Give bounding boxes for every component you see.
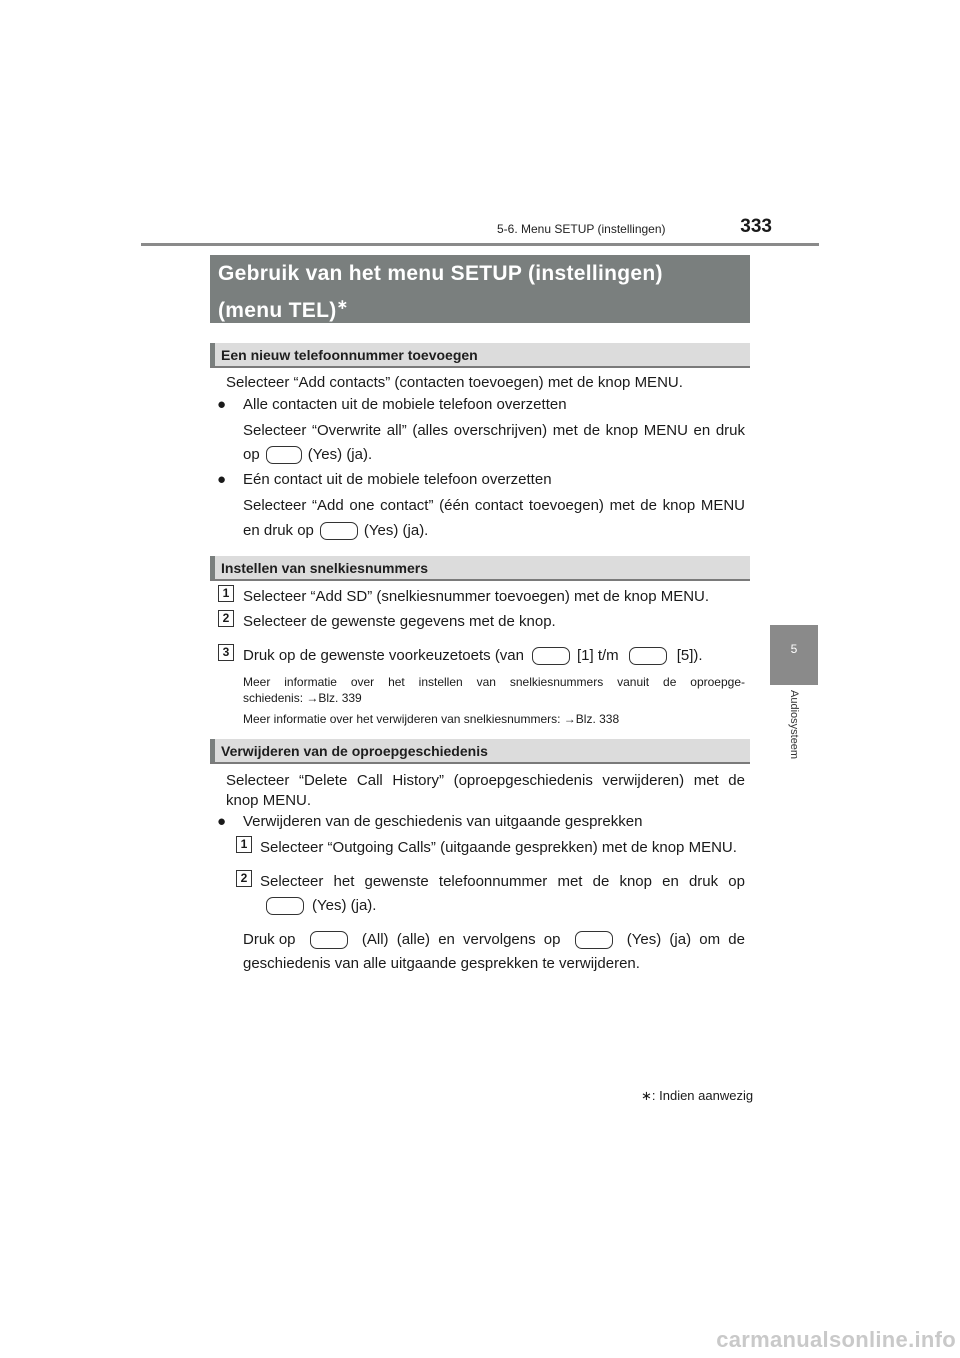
yes-button-icon xyxy=(266,446,302,464)
delete-history-step-1: Selecteer “Outgoing Calls” (uitgaande gesprekken) met de knop MENU. xyxy=(260,839,737,856)
yes-button-icon xyxy=(575,931,613,949)
add-number-intro: Selecteer “Add contacts” (contacten toevoegen) met de knop MENU. xyxy=(226,374,683,391)
delete-all-instruction: Druk op (All) (alle) en vervolgens op (Yes) (ja) om de xyxy=(243,931,745,948)
step-number: 1 xyxy=(236,836,252,853)
yes-button-icon xyxy=(266,897,304,915)
step-number: 1 xyxy=(218,585,234,602)
all-button-icon xyxy=(310,931,348,949)
delete-history-step-2: Selecteer het gewenste telefoonnummer met de knop en druk op xyxy=(260,873,745,890)
page-number: 333 xyxy=(740,216,772,237)
chapter-label: Audiosysteem xyxy=(788,690,800,760)
chapter-number: 5 xyxy=(790,642,798,656)
step-number: 3 xyxy=(218,644,234,661)
delete-history-intro: Selecteer “Delete Call History” (oproepgeschiedenis verwijderen) met de xyxy=(226,772,745,789)
speed-dial-step-3: Druk op de gewenste voorkeuzetoets (van [1] t/m [5]). xyxy=(243,647,703,664)
header-divider xyxy=(141,243,819,246)
note-speed-dial-from-history-cont: schiedenis: →Blz. 339 xyxy=(243,691,362,705)
step-number: 2 xyxy=(218,610,234,627)
footnote: ∗: Indien aanwezig xyxy=(641,1088,754,1103)
delete-history-intro-cont: knop MENU. xyxy=(226,792,312,809)
page-title xyxy=(210,255,750,323)
bullet-overwrite-all: ● Alle contacten uit de mobiele telefoon overzetten xyxy=(243,395,567,415)
title-line-1: Gebruik van het menu SETUP (instellingen) xyxy=(218,262,663,285)
delete-history-step-2-cont: (Yes) (ja). xyxy=(260,896,376,916)
bullet-outgoing-history: ● Verwijderen van de geschiedenis van uitgaande gesprekken xyxy=(243,812,642,832)
step-number: 2 xyxy=(236,870,252,887)
section-heading-speed-dial: Instellen van snelkiesnummers xyxy=(210,556,750,581)
speed-dial-step-2: Selecteer de gewenste gegevens met de knop. xyxy=(243,613,556,630)
overwrite-all-instruction-cont: op (Yes) (ja). xyxy=(243,446,373,463)
delete-all-instruction-cont: geschiedenis van alle uitgaande gesprekken te verwijderen. xyxy=(243,955,640,972)
section-heading-delete-history: Verwijderen van de oproepgeschiedenis xyxy=(210,739,750,764)
optional-marker: ∗ xyxy=(336,296,349,312)
title-line-2: (menu TEL)∗ xyxy=(218,296,349,322)
section-heading-add-number: Een nieuw telefoonnummer toevoegen xyxy=(210,343,750,368)
watermark: carmanualsonline.info xyxy=(716,1327,956,1352)
add-one-contact-instruction: Selecteer “Add one contact” (één contact toevoegen) met de knop MENU xyxy=(243,497,745,514)
yes-button-icon xyxy=(320,522,358,540)
add-one-contact-instruction-cont: en druk op (Yes) (ja). xyxy=(243,522,429,539)
preset-button-icon xyxy=(629,647,667,665)
note-delete-speed-dial: Meer informatie over het verwijderen van snelkiesnummers: →Blz. 338 xyxy=(243,712,620,726)
preset-button-icon xyxy=(532,647,570,665)
speed-dial-step-1: Selecteer “Add SD” (snelkiesnummer toevoegen) met de knop MENU. xyxy=(243,588,710,605)
section-reference: 5-6. Menu SETUP (instellingen) xyxy=(497,222,666,236)
overwrite-all-instruction: Selecteer “Overwrite all” (alles overschrijven) met de knop MENU en druk xyxy=(243,422,745,439)
chapter-tab xyxy=(770,625,818,685)
bullet-add-one-contact: ● Eén contact uit de mobiele telefoon overzetten xyxy=(243,470,552,490)
note-speed-dial-from-history: Meer informatie over het instellen van snelkiesnummers vanuit de oproepge- xyxy=(243,675,745,689)
